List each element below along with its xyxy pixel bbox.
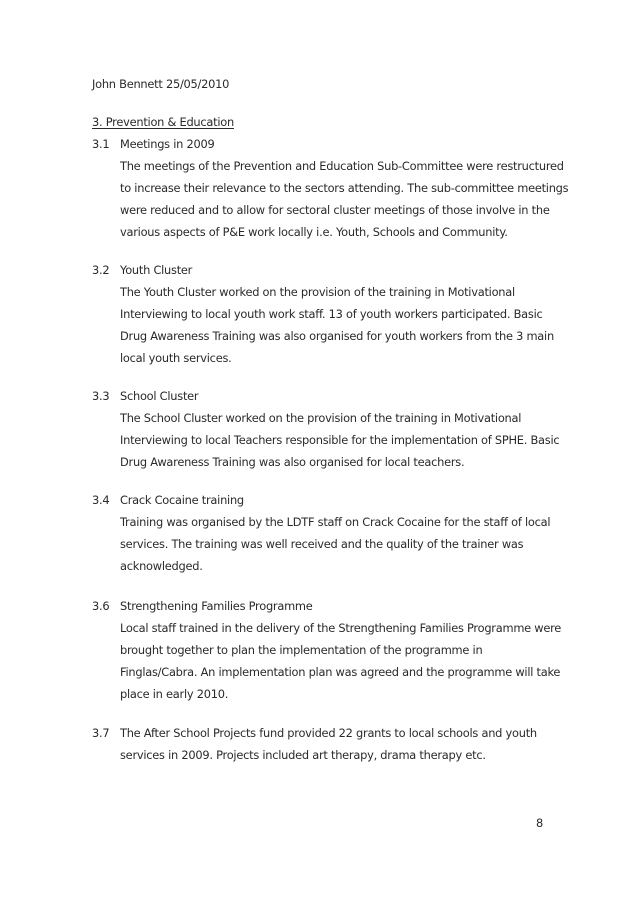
body-line: The meetings of the Prevention and Education Sub-Committee were restructured	[120, 159, 564, 173]
item-body	[92, 407, 562, 473]
body-line: Training was organised by the LDTF staff on Crack Cocaine for the staff of local	[120, 515, 551, 529]
section-item-3-6	[92, 595, 562, 705]
item-title: The After School Projects fund provided 22 grants to local schools and youth	[120, 726, 537, 740]
item-body	[92, 617, 562, 705]
body-line: services in 2009. Projects included art therapy, drama therapy etc.	[120, 748, 486, 762]
body-line: Drug Awareness Training was also organised for local teachers.	[120, 455, 465, 469]
body-line: Drug Awareness Training was also organised for youth workers from the 3 main	[120, 329, 554, 343]
body-line: were reduced and to allow for sectoral cluster meetings of those involve in the	[120, 203, 550, 217]
body-line: The Youth Cluster worked on the provision of the training in Motivational	[120, 285, 515, 299]
item-body	[92, 511, 562, 577]
body-line: place in early 2010.	[120, 687, 229, 701]
item-number: 3.7	[92, 726, 110, 740]
body-line: to increase their relevance to the sectors attending. The sub-committee meetings	[120, 181, 569, 195]
body-line: Interviewing to local youth work staff. 13 of youth workers participated. Basic	[120, 307, 543, 321]
section-item-3-1	[92, 133, 569, 243]
item-number: 3.4	[92, 493, 110, 507]
item-number: 3.6	[92, 599, 110, 613]
item-number: 3.1	[92, 137, 110, 151]
item-title: Meetings in 2009	[120, 137, 215, 151]
section-heading: 3. Prevention & Education	[92, 115, 234, 129]
body-line: The School Cluster worked on the provision of the training in Motivational	[120, 411, 522, 425]
item-title: Crack Cocaine training	[120, 493, 244, 507]
body-line: services. The training was well received and the quality of the trainer was	[120, 537, 524, 551]
item-title: Youth Cluster	[120, 263, 193, 277]
section-item-3-3	[92, 385, 562, 473]
body-line: Interviewing to local Teachers responsible for the implementation of SPHE. Basic	[120, 433, 560, 447]
section-item-3-7	[92, 722, 562, 766]
author-date-line: John Bennett 25/05/2010	[92, 77, 230, 91]
body-line: local youth services.	[120, 351, 232, 365]
item-title: Strengthening Families Programme	[120, 599, 313, 613]
item-number: 3.2	[92, 263, 110, 277]
item-body	[92, 281, 562, 369]
section-item-3-4	[92, 489, 562, 577]
section-item-3-2	[92, 259, 562, 369]
item-title: School Cluster	[120, 389, 199, 403]
body-line: various aspects of P&E work locally i.e. Youth, Schools and Community.	[120, 225, 508, 239]
body-line: acknowledged.	[120, 559, 203, 573]
page-number: 8	[536, 816, 543, 830]
item-body	[92, 744, 562, 766]
body-line: Finglas/Cabra. An implementation plan was agreed and the programme will take	[120, 665, 561, 679]
item-body	[92, 155, 569, 243]
body-line: brought together to plan the implementation of the programme in	[120, 643, 483, 657]
body-line: Local staff trained in the delivery of the Strengthening Families Programme were	[120, 621, 562, 635]
item-number: 3.3	[92, 389, 110, 403]
